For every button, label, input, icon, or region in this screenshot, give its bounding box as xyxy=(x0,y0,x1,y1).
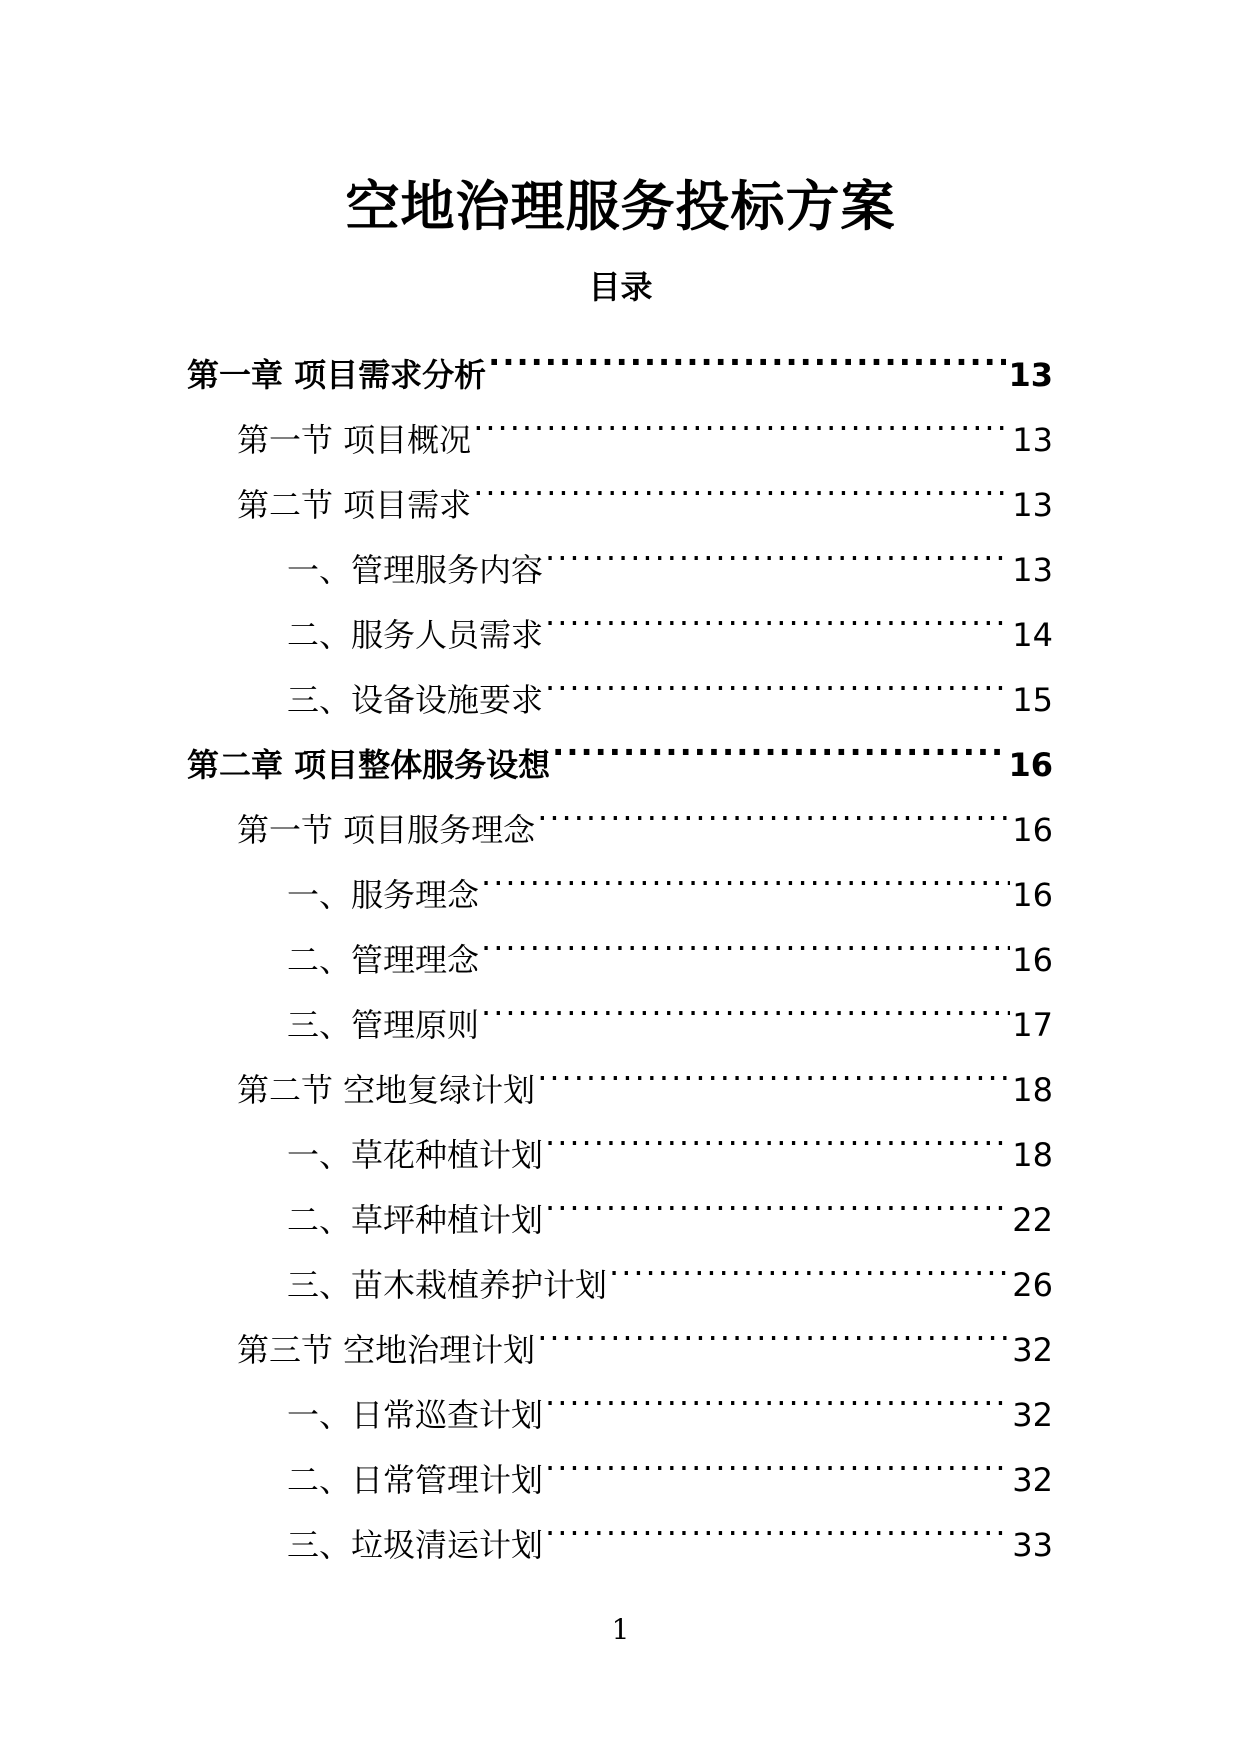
toc-entry-label: 三、垃圾清运计划 xyxy=(287,1526,544,1564)
toc-entry-label: 第三节 空地治理计划 xyxy=(237,1331,536,1369)
table-of-contents xyxy=(187,321,1053,1564)
toc-dot-leader xyxy=(609,1231,1010,1296)
toc-entry-page: 32 xyxy=(1012,1331,1053,1369)
toc-entry-label: 三、苗木栽植养护计划 xyxy=(287,1266,608,1304)
toc-entry-chapter[interactable] xyxy=(187,321,1053,394)
toc-dot-leader xyxy=(545,1166,1010,1231)
toc-entry-page: 18 xyxy=(1012,1136,1053,1174)
toc-dot-leader xyxy=(537,1036,1010,1101)
toc-entry-page: 13 xyxy=(1012,486,1053,524)
toc-entry-label: 三、管理原则 xyxy=(287,1006,480,1044)
toc-entry-label: 二、管理理念 xyxy=(287,941,480,979)
toc-dot-leader xyxy=(545,1491,1010,1556)
toc-entry-label: 二、服务人员需求 xyxy=(287,616,544,654)
toc-entry-label: 一、管理服务内容 xyxy=(287,551,544,589)
toc-dot-leader xyxy=(545,1426,1010,1491)
toc-entry-label: 三、设备设施要求 xyxy=(287,681,544,719)
toc-entry-page: 15 xyxy=(1012,681,1053,719)
toc-entry-page: 26 xyxy=(1012,1266,1053,1304)
toc-dot-leader xyxy=(473,386,1010,451)
toc-dot-leader xyxy=(473,451,1010,516)
toc-dot-leader xyxy=(481,841,1010,906)
page-number: 1 xyxy=(611,1613,630,1646)
toc-entry-page: 14 xyxy=(1012,616,1053,654)
toc-dot-leader xyxy=(488,321,1006,386)
toc-dot-leader xyxy=(545,581,1010,646)
toc-dot-leader xyxy=(545,646,1010,711)
toc-entry-label: 二、草坪种植计划 xyxy=(287,1201,544,1239)
toc-entry-label: 第一节 项目概况 xyxy=(237,421,472,459)
toc-entry-page: 17 xyxy=(1012,1006,1053,1044)
toc-entry-label: 一、服务理念 xyxy=(287,876,480,914)
toc-entry-page: 13 xyxy=(1008,356,1053,394)
toc-entry-page: 16 xyxy=(1012,811,1053,849)
toc-entry-page: 22 xyxy=(1012,1201,1053,1239)
toc-entry-page: 16 xyxy=(1008,746,1053,784)
toc-dot-leader xyxy=(481,906,1010,971)
toc-entry-label: 第二章 项目整体服务设想 xyxy=(187,746,551,784)
toc-heading: 目录 xyxy=(588,268,653,306)
toc-dot-leader xyxy=(545,516,1010,581)
toc-entry-page: 16 xyxy=(1012,876,1053,914)
toc-entry-page: 18 xyxy=(1012,1071,1053,1109)
toc-dot-leader xyxy=(545,1361,1010,1426)
document-title: 空地治理服务投标方案 xyxy=(345,175,896,238)
toc-entry-label: 一、草花种植计划 xyxy=(287,1136,544,1174)
toc-entry-label: 第一节 项目服务理念 xyxy=(237,811,536,849)
toc-entry-label: 二、日常管理计划 xyxy=(287,1461,544,1499)
toc-dot-leader xyxy=(481,971,1010,1036)
toc-dot-leader xyxy=(537,776,1010,841)
toc-entry-page: 32 xyxy=(1012,1396,1053,1434)
toc-entry-label: 第二节 空地复绿计划 xyxy=(237,1071,536,1109)
toc-dot-leader xyxy=(537,1296,1010,1361)
toc-entry-label: 第二节 项目需求 xyxy=(237,486,472,524)
toc-entry-page: 16 xyxy=(1012,941,1053,979)
toc-entry-label: 第一章 项目需求分析 xyxy=(187,356,487,394)
toc-entry-page: 13 xyxy=(1012,551,1053,589)
toc-entry-label: 一、日常巡查计划 xyxy=(287,1396,544,1434)
toc-entry-page: 33 xyxy=(1012,1526,1053,1564)
toc-entry-page: 32 xyxy=(1012,1461,1053,1499)
toc-entry-page: 13 xyxy=(1012,421,1053,459)
toc-dot-leader xyxy=(545,1101,1010,1166)
toc-dot-leader xyxy=(552,711,1006,776)
